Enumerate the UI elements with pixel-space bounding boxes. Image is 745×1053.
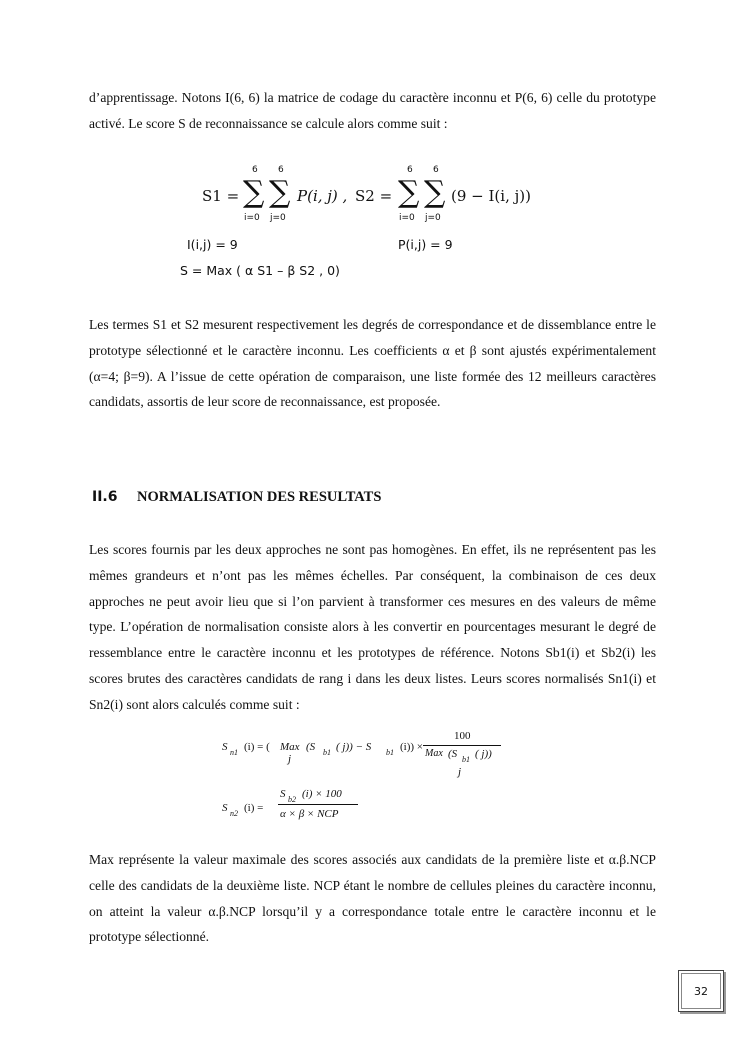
paragraph-normalisation: Les scores fournis par les deux approches ne sont pas homogènes. En effet, ils ne représentent pas les mêmes grandeurs et n’ont pas les mêmes échelles. Par conséquent, la combinaison de ces deux approches ne peut avoir lieu que si l’on parvient à transformer ces mesures en des valeurs de même type. L’opération de normalisation consiste alors à les convertir en pourcentages mesurant le degré de ressemblance entre le caractère inconnu et les prototypes de référence. Notons Sb1(i) et Sb2(i) les scores brutes des caractères candidats de rang i dans les deux listes. Leurs scores normalisés Sn1(i) et Sn2(i) sont alors calculés comme suit : (89, 542, 656, 712)
sum-lower-i: i=0 (244, 213, 260, 223)
sb2-symbol: S (280, 788, 286, 800)
numerator-100: 100 (454, 730, 471, 742)
sb1-subscript: b1 (323, 748, 331, 757)
sn1-symbol: S (222, 741, 228, 753)
sb1-j-arg: ( j)) − S (336, 741, 372, 753)
sum-symbol: ∑ (424, 175, 446, 210)
s2-lhs: S2 = (355, 187, 393, 205)
section-heading (92, 489, 382, 506)
denominator-index: j (458, 766, 462, 778)
max-index: j (288, 753, 292, 765)
score-formula: S = Max ( α S1 – β S2 , 0) (180, 263, 340, 278)
denominator-max: Max (425, 748, 443, 759)
sn1-subscript: n1 (230, 748, 238, 757)
sum-upper: 6 (407, 165, 413, 175)
formula-s1-s2 (200, 163, 540, 227)
sn1-arg: (i) = ( (244, 741, 270, 753)
condition-p: P(i,j) = 9 (398, 237, 453, 252)
sum-lower-j: j=0 (270, 213, 286, 223)
sb2-arg: (i) × 100 (302, 788, 342, 800)
condition-i: I(i,j) = 9 (187, 237, 238, 252)
denominator-subscript: b1 (462, 755, 470, 764)
sum-upper: 6 (252, 165, 258, 175)
sum-symbol: ∑ (269, 175, 291, 210)
sum-symbol: ∑ (243, 175, 265, 210)
denominator-s: (S (448, 748, 458, 760)
sb1-i-arg: (i)) × (400, 741, 423, 753)
denominator-ncp: α × β × NCP (280, 808, 339, 820)
s2-body: (9 − I(i, j)) (451, 187, 531, 205)
fraction-bar (278, 804, 358, 805)
s1-lhs: S1 = (202, 187, 240, 205)
s1-body: P(i, j) , (297, 187, 348, 205)
sum-lower-j: j=0 (425, 213, 441, 223)
max-label: Max (280, 741, 300, 753)
page-number: 32 (694, 984, 708, 998)
sb1-symbol: (S (306, 741, 316, 753)
section-title: NORMALISATION DES RESULTATS (137, 489, 382, 505)
paragraph-terms: Les termes S1 et S2 mesurent respectivement les degrés de correspondance et de dissemblance entre le prototype sélectionné et le caractère inconnu. Les coefficients α et β sont ajustés expérimentalement (α=4; β=9). A l’issue de cette opération de comparaison, une liste formée des 12 meilleurs caractères candidats, assortis de leur score de reconnaissance, est proposée. (89, 317, 656, 410)
sb1-subscript: b1 (386, 748, 394, 757)
sn2-symbol: S (222, 802, 228, 814)
formula-normalisation (222, 730, 522, 830)
page-number-box (678, 970, 724, 1012)
sum-upper: 6 (433, 165, 439, 175)
sb2-subscript: b2 (288, 795, 296, 804)
section-number: II.6 (92, 489, 118, 505)
sn2-subscript: n2 (230, 809, 238, 818)
sum-lower-i: i=0 (399, 213, 415, 223)
denominator-arg: ( j)) (475, 748, 492, 760)
sum-symbol: ∑ (398, 175, 420, 210)
fraction-bar (423, 745, 501, 746)
paragraph-intro: d’apprentissage. Notons I(6, 6) la matrice de codage du caractère inconnu et P(6, 6) celle du prototype activé. Le score S de reconnaissance se calcule alors comme suit : (89, 90, 656, 131)
sum-upper: 6 (278, 165, 284, 175)
paragraph-max: Max représente la valeur maximale des scores associés aux candidats de la première liste et α.β.NCP celle des candidats de la deuxième liste. NCP étant le nombre de cellules pleines du caractère inconnu, on atteint la valeur α.β.NCP lorsqu’il y a correspondance totale entre le caractère inconnu et le prototype sélectionné. (89, 852, 656, 945)
sn2-arg: (i) = (244, 802, 264, 814)
